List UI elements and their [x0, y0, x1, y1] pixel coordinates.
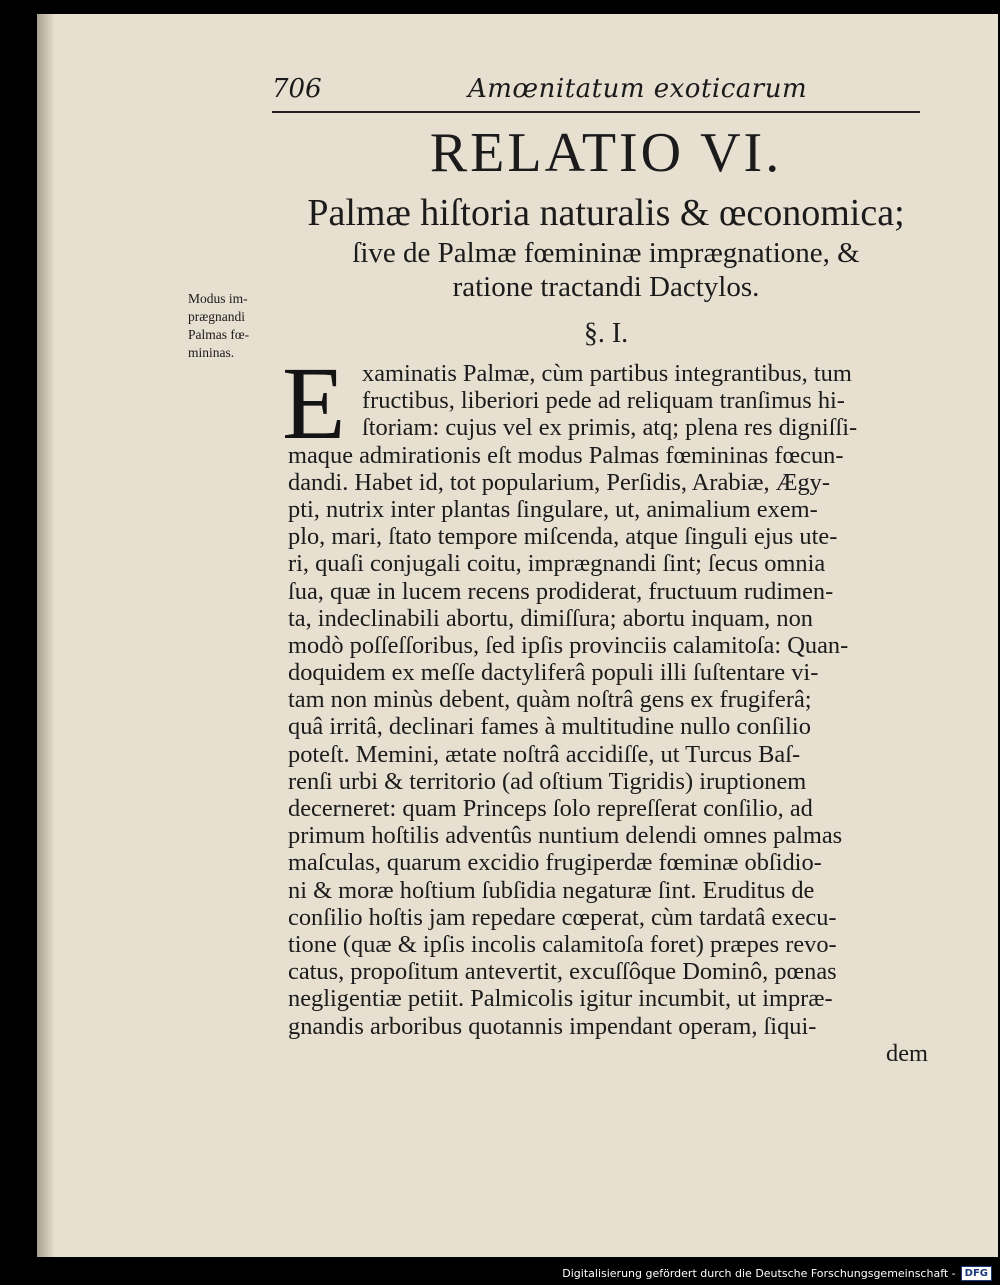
text-line: pti, nutrix inter plantas ſingulare, ut, animalium exem- — [288, 495, 818, 523]
chapter-title: RELATIO VI. — [429, 122, 783, 184]
text-line: gnandis arboribus quotannis impendant operam, ſiqui- — [288, 1012, 817, 1040]
text-line: renſi urbi & territorio (ad oſtium Tigridis) iruptionem — [288, 767, 807, 795]
body-text — [288, 360, 928, 1067]
subtitle-line: ratione tractandi Dactylos. — [452, 271, 760, 303]
text-line: modò poſſeſſoribus, ſed ipſis provinciis calamitoſa: Quan- — [288, 631, 849, 659]
page-gutter-shadow — [37, 14, 55, 1257]
subtitle-line: ſive de Palmæ fœmininæ imprægnatione, & — [352, 237, 860, 269]
text-line: negligentiæ petiit. Palmicolis igitur incumbit, ut impræ- — [288, 985, 833, 1013]
text-line: poteſt. Memini, ætate noſtrâ accidiſſe, ut Turcus Baſ- — [288, 740, 801, 768]
subtitle-line: Palmæ hiſtoria naturalis & œconomica; — [307, 192, 905, 234]
text-line: dandi. Habet id, tot popularium, Perſidis, Arabiæ, Ægy- — [288, 468, 830, 496]
text-line: ſua, quæ in lucem recens prodiderat, fructuum rudimen- — [288, 577, 834, 605]
text-line: ri, quaſi conjugali coitu, imprægnandi ſint; ſecus omnia — [288, 550, 826, 578]
text-line: tam non minùs debent, quàm noſtrâ gens ex frugiferâ; — [288, 686, 812, 714]
text-line: tione (quæ & ipſis incolis calamitoſa foret) præpes revo- — [288, 930, 837, 958]
margin-note — [188, 290, 278, 362]
text-line: ni & moræ hoſtium ſubſidia negaturæ ſint. Eruditus de — [288, 876, 815, 904]
text-line: maque admirationis eſt modus Palmas fœmininas fœcun- — [288, 441, 844, 469]
margin-note-line: mininas. — [188, 345, 235, 360]
text-line: doquidem ex meſſe dactyliferâ populi illi ſuſtentare vi- — [288, 659, 819, 687]
margin-note-line: prægnandi — [188, 309, 245, 324]
header-rule — [272, 111, 920, 113]
page-header — [272, 70, 940, 110]
footer-text: Digitalisierung gefördert durch die Deutsche Forschungsgemeinschaft - — [562, 1267, 956, 1280]
text-line: catus, propoſitum antevertit, excuſſôque Dominô, pœnas — [288, 958, 837, 986]
text-line: ſtoriam: cujus vel ex primis, atq; plena res digniſſi- — [362, 414, 858, 442]
section-mark: §. I. — [583, 318, 629, 349]
digitization-footer — [562, 1266, 992, 1281]
chapter-subtitle — [272, 190, 940, 304]
drop-cap: E — [282, 346, 346, 461]
margin-note-line: Palmas fœ- — [188, 327, 250, 342]
text-line: conſilio hoſtis jam repedare cœperat, cùm tardatâ execu- — [288, 903, 837, 931]
text-line: plo, mari, ſtato tempore miſcenda, atque ſinguli ejus ute- — [288, 523, 838, 551]
text-line: primum hoſtilis adventûs nuntium delendi omnes palmas — [288, 822, 843, 850]
text-line: maſculas, quarum excidio frugiperdæ fœminæ obſidio- — [288, 849, 822, 877]
dfg-logo: DFG — [961, 1266, 992, 1281]
margin-note-line: Modus im- — [188, 291, 248, 306]
text-line: xaminatis Palmæ, cùm partibus integrantibus, tum — [362, 360, 852, 387]
running-head: Amœnitatum exoticarum — [468, 74, 808, 104]
text-line: fructibus, liberiori pede ad reliquam tranſimus hi- — [362, 387, 845, 415]
text-line: ta, indeclinabili abortu, dimiſſura; abortu inquam, non — [288, 604, 813, 632]
page-number: 706 — [272, 74, 322, 104]
text-line: quâ irritâ, declinari fames à multitudine nullo conſilio — [288, 713, 811, 741]
text-line: decerneret: quam Princeps ſolo repreſſerat conſilio, ad — [288, 795, 813, 822]
catchword: dem — [886, 1039, 928, 1067]
